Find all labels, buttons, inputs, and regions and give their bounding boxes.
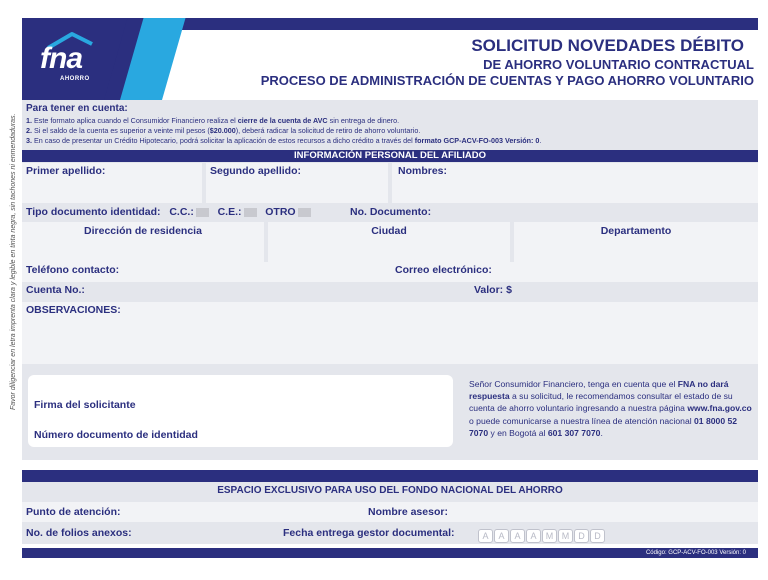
ciudad-label: Ciudad — [371, 225, 407, 237]
primer-apellido-label: Primer apellido: — [26, 165, 106, 177]
side-instruction-text: Favor diligenciar en letra imprenta clara y legible en tinta negra, sin tachones ni enmendaduras. — [10, 113, 17, 410]
logo-brand: fna — [40, 42, 82, 75]
side-instruction — [2, 90, 18, 410]
note-1: 1. Este formato aplica cuando el Consumidor Financiero realiza el cierre de la cuenta de AVC sin entrega de dinero. — [26, 116, 400, 125]
notes-title: Para tener en cuenta: — [26, 103, 128, 114]
date-box[interactable]: A — [526, 529, 541, 543]
cc-checkbox[interactable] — [196, 208, 209, 217]
folios-label: No. de folios anexos: — [26, 527, 132, 539]
logo-sub: AHORRO — [60, 76, 90, 82]
punto-atencion-label: Punto de atención: — [26, 506, 121, 518]
departamento-label: Departamento — [600, 225, 672, 237]
date-box[interactable]: M — [558, 529, 573, 543]
section-exclusive: ESPACIO EXCLUSIVO PARA USO DEL FONDO NACIONAL DEL AHORRO — [217, 485, 563, 496]
tipo-documento-label: Tipo documento identidad: C.C.: C.E.: OTRO — [26, 206, 311, 218]
segundo-apellido-label: Segundo apellido: — [210, 165, 301, 177]
date-box[interactable]: D — [590, 529, 605, 543]
note-3: 3. En caso de presentar un Crédito Hipotecario, podrá solicitar la aplicación de estos recursos a dicho crédito a través del formato GCP-ACV-FO-003 Versión: 0. — [26, 136, 542, 145]
section-personal-info: INFORMACIÓN PERSONAL DEL AFILIADO — [22, 150, 758, 162]
no-documento-label: No. Documento: — [350, 206, 432, 218]
fecha-entrega-label: Fecha entrega gestor documental: — [283, 527, 455, 539]
observaciones-label: OBSERVACIONES: — [26, 304, 121, 316]
asesor-label: Nombre asesor: — [368, 506, 448, 518]
observaciones-field[interactable] — [22, 302, 758, 364]
date-box[interactable]: A — [478, 529, 493, 543]
numero-documento-label: Número documento de identidad — [34, 429, 198, 441]
page-process-title: PROCESO DE ADMINISTRACIÓN DE CUENTAS Y PAGO AHORRO VOLUNTARIO — [260, 73, 754, 88]
telefono-label: Teléfono contacto: — [26, 264, 120, 276]
date-box[interactable]: M — [542, 529, 557, 543]
nombres-label: Nombres: — [398, 165, 448, 177]
date-box[interactable]: A — [510, 529, 525, 543]
note-2: 2. Si el saldo de la cuenta es superior a veinte mil pesos ($20.000), deberá radicar la solicitud de retiro de ahorro voluntario. — [26, 126, 421, 135]
otro-checkbox[interactable] — [298, 208, 311, 217]
date-box[interactable]: A — [494, 529, 509, 543]
footer-code: Código: GCP-ACV-FO-003 Versión: 0 — [22, 548, 758, 558]
date-box[interactable]: D — [574, 529, 589, 543]
valor-label: Valor: $ — [474, 284, 512, 296]
correo-label: Correo electrónico: — [395, 264, 492, 276]
header-top-bar — [158, 18, 758, 30]
separator-bar — [22, 470, 758, 482]
ce-checkbox[interactable] — [244, 208, 257, 217]
info-notice: Señor Consumidor Financiero, tenga en cuenta que el FNA no dará respuesta a su solicitud, le recomendamos consultar el estado de su cuenta de ahorro voluntario ingresando a nuestra página www.fna.gov.co o puede comunicarse a nuestra línea de atención nacional 01 8000 52 7070 y en Bogotá al 601 307 7070. — [469, 379, 752, 438]
page-subtitle: DE AHORRO VOLUNTARIO CONTRACTUAL — [483, 57, 754, 72]
cuenta-label: Cuenta No.: — [26, 284, 85, 296]
page-title: SOLICITUD NOVEDADES DÉBITO — [471, 36, 744, 55]
contacto-row[interactable] — [22, 262, 758, 282]
firma-label: Firma del solicitante — [34, 399, 136, 411]
date-input-boxes[interactable] — [478, 526, 606, 544]
direccion-label: Dirección de residencia — [84, 225, 202, 237]
